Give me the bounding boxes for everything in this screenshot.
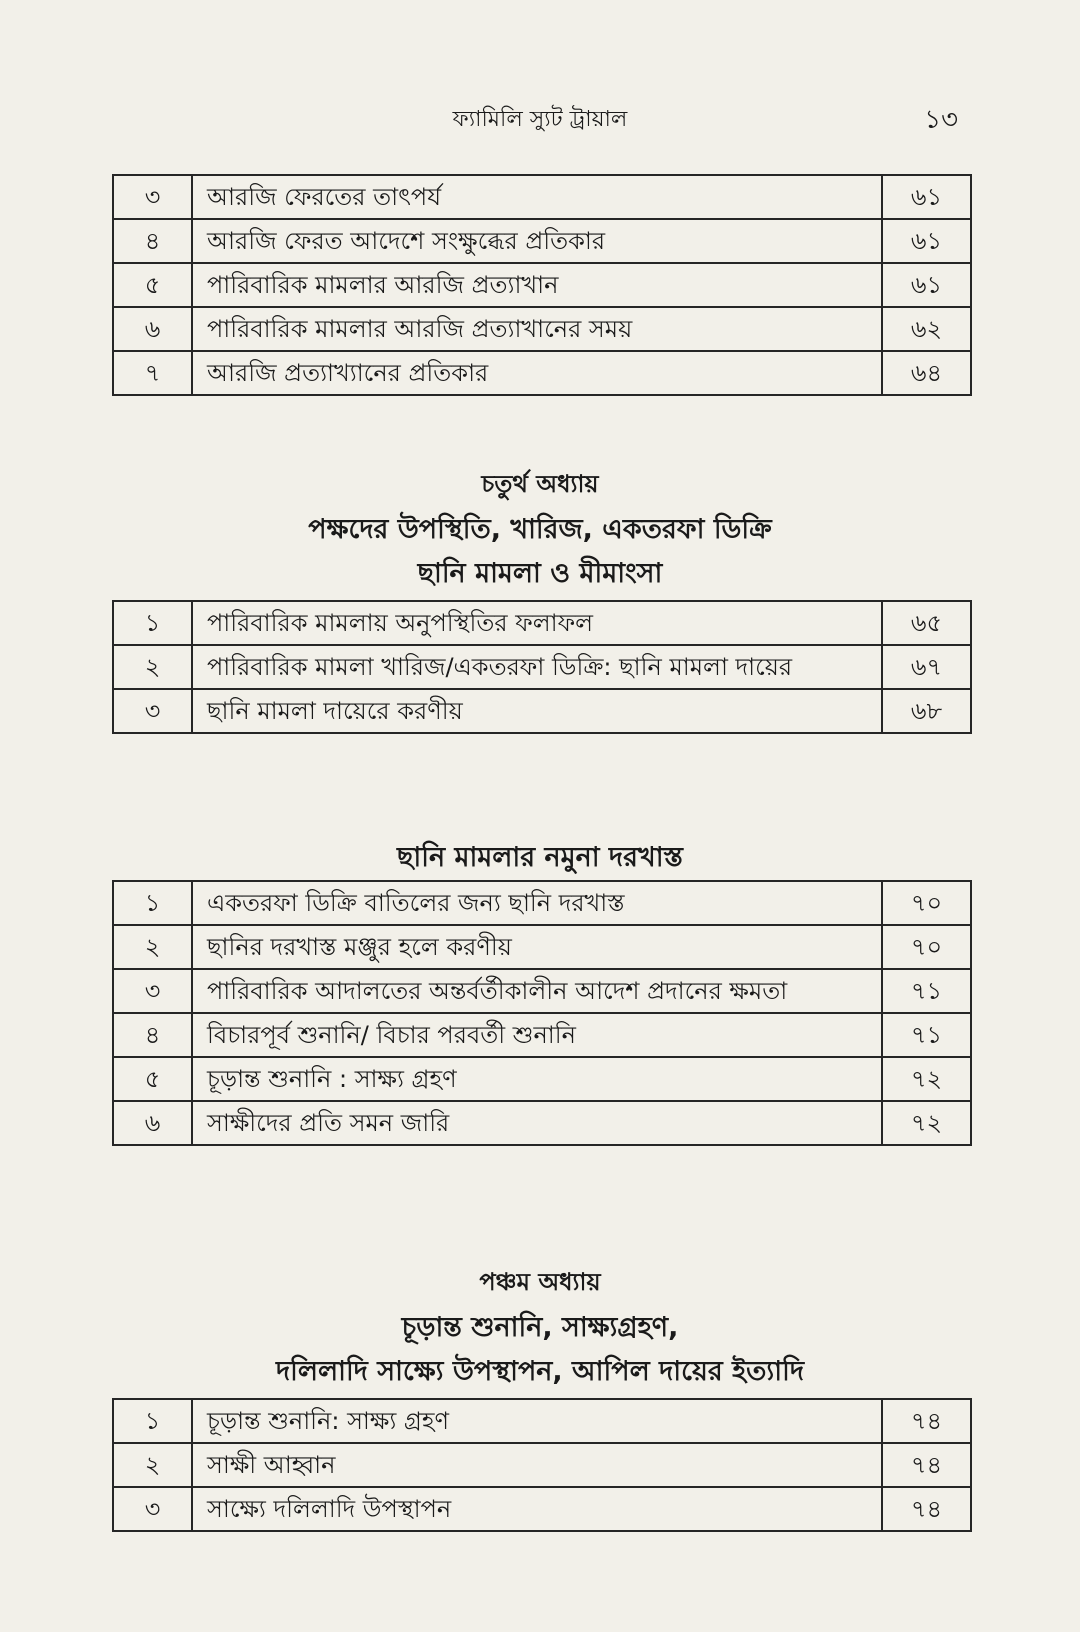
chapter4-title-line1: পক্ষদের উপস্থিতি, খারিজ, একতরফা ডিক্রি bbox=[308, 514, 772, 545]
entry-title: সাক্ষী আহ্বান bbox=[192, 1443, 882, 1487]
entry-page: ৬৪ bbox=[882, 351, 971, 395]
table-row bbox=[113, 351, 971, 395]
entry-page: ৭৪ bbox=[882, 1487, 971, 1531]
entry-page: ৭১ bbox=[882, 1013, 971, 1057]
table-row bbox=[113, 1013, 971, 1057]
table-row bbox=[113, 969, 971, 1013]
chapter5-title-line2: দলিলাদি সাক্ষ্যে উপস্থাপন, আপিল দায়ের ইত্যাদি bbox=[275, 1356, 805, 1387]
table-row bbox=[113, 175, 971, 219]
chapter5-label: পঞ্চম অধ্যায় bbox=[479, 1268, 601, 1296]
entry-number: ৩ bbox=[113, 689, 192, 733]
entry-number: ১ bbox=[113, 881, 192, 925]
table-row bbox=[113, 689, 971, 733]
entry-page: ৭০ bbox=[882, 925, 971, 969]
table-row bbox=[113, 645, 971, 689]
entry-number: ৫ bbox=[113, 263, 192, 307]
entry-title: ছানি মামলা দায়েরে করণীয় bbox=[192, 689, 882, 733]
toc-table-chapter3-end bbox=[112, 174, 972, 396]
entry-page: ৬৫ bbox=[882, 601, 971, 645]
entry-page: ৬৮ bbox=[882, 689, 971, 733]
entry-number: ২ bbox=[113, 925, 192, 969]
table-row bbox=[113, 219, 971, 263]
entry-number: ৭ bbox=[113, 351, 192, 395]
entry-number: ১ bbox=[113, 601, 192, 645]
entry-title: সাক্ষ্যে দলিলাদি উপস্থাপন bbox=[192, 1487, 882, 1531]
toc-table-samples bbox=[112, 880, 972, 1146]
entry-number: ৬ bbox=[113, 1101, 192, 1145]
entry-page: ৬১ bbox=[882, 263, 971, 307]
entry-title: পারিবারিক মামলার আরজি প্রত্যাখানের সময় bbox=[192, 307, 882, 351]
entry-title: চূড়ান্ত শুনানি: সাক্ষ্য গ্রহণ bbox=[192, 1399, 882, 1443]
entry-title: পারিবারিক মামলায় অনুপস্থিতির ফলাফল bbox=[192, 601, 882, 645]
table-row bbox=[113, 307, 971, 351]
toc-table-chapter5 bbox=[112, 1398, 972, 1532]
entry-title: সাক্ষীদের প্রতি সমন জারি bbox=[192, 1101, 882, 1145]
entry-number: ৩ bbox=[113, 969, 192, 1013]
table-row bbox=[113, 1399, 971, 1443]
entry-page: ৬৭ bbox=[882, 645, 971, 689]
table-row bbox=[113, 925, 971, 969]
entry-title: পারিবারিক আদালতের অন্তর্বর্তীকালীন আদেশ প্রদানের ক্ষমতা bbox=[192, 969, 882, 1013]
entry-number: ৬ bbox=[113, 307, 192, 351]
sample-section-title: ছানি মামলার নমুনা দরখাস্ত bbox=[397, 842, 683, 873]
entry-title: আরজি প্রত্যাখ্যানের প্রতিকার bbox=[192, 351, 882, 395]
table-row bbox=[113, 263, 971, 307]
entry-number: ২ bbox=[113, 645, 192, 689]
entry-page: ৭১ bbox=[882, 969, 971, 1013]
entry-number: ৫ bbox=[113, 1057, 192, 1101]
entry-title: আরজি ফেরত আদেশে সংক্ষুব্ধের প্রতিকার bbox=[192, 219, 882, 263]
entry-title: বিচারপূর্ব শুনানি/ বিচার পরবর্তী শুনানি bbox=[192, 1013, 882, 1057]
entry-title: পারিবারিক মামলার আরজি প্রত্যাখান bbox=[192, 263, 882, 307]
chapter4-label: চতুর্থ অধ্যায় bbox=[481, 470, 599, 498]
entry-number: ১ bbox=[113, 1399, 192, 1443]
entry-page: ৭০ bbox=[882, 881, 971, 925]
entry-number: ৪ bbox=[113, 219, 192, 263]
entry-page: ৬২ bbox=[882, 307, 971, 351]
running-head bbox=[0, 102, 1080, 138]
entry-title: চূড়ান্ত শুনানি : সাক্ষ্য গ্রহণ bbox=[192, 1057, 882, 1101]
entry-title: ছানির দরখাস্ত মঞ্জুর হলে করণীয় bbox=[192, 925, 882, 969]
running-title: ফ্যামিলি স্যুট ট্রায়াল bbox=[452, 107, 628, 132]
entry-title: আরজি ফেরতের তাৎপর্য bbox=[192, 175, 882, 219]
table-row bbox=[113, 1101, 971, 1145]
entry-number: ৩ bbox=[113, 1487, 192, 1531]
entry-page: ৬১ bbox=[882, 175, 971, 219]
entry-title: পারিবারিক মামলা খারিজ/একতরফা ডিক্রি: ছানি মামলা দায়ের bbox=[192, 645, 882, 689]
entry-number: ৩ bbox=[113, 175, 192, 219]
entry-title: একতরফা ডিক্রি বাতিলের জন্য ছানি দরখাস্ত bbox=[192, 881, 882, 925]
entry-number: ২ bbox=[113, 1443, 192, 1487]
entry-page: ৭৪ bbox=[882, 1399, 971, 1443]
entry-page: ৭৪ bbox=[882, 1443, 971, 1487]
chapter5-title-line1: চূড়ান্ত শুনানি, সাক্ষ্যগ্রহণ, bbox=[401, 1312, 679, 1343]
table-row bbox=[113, 881, 971, 925]
table-row bbox=[113, 601, 971, 645]
page-number: ১৩ bbox=[924, 105, 958, 135]
entry-number: ৪ bbox=[113, 1013, 192, 1057]
chapter4-title-line2: ছানি মামলা ও মীমাংসা bbox=[417, 558, 663, 589]
table-row bbox=[113, 1057, 971, 1101]
table-row bbox=[113, 1443, 971, 1487]
entry-page: ৬১ bbox=[882, 219, 971, 263]
toc-table-chapter4 bbox=[112, 600, 972, 734]
entry-page: ৭২ bbox=[882, 1057, 971, 1101]
entry-page: ৭২ bbox=[882, 1101, 971, 1145]
table-row bbox=[113, 1487, 971, 1531]
